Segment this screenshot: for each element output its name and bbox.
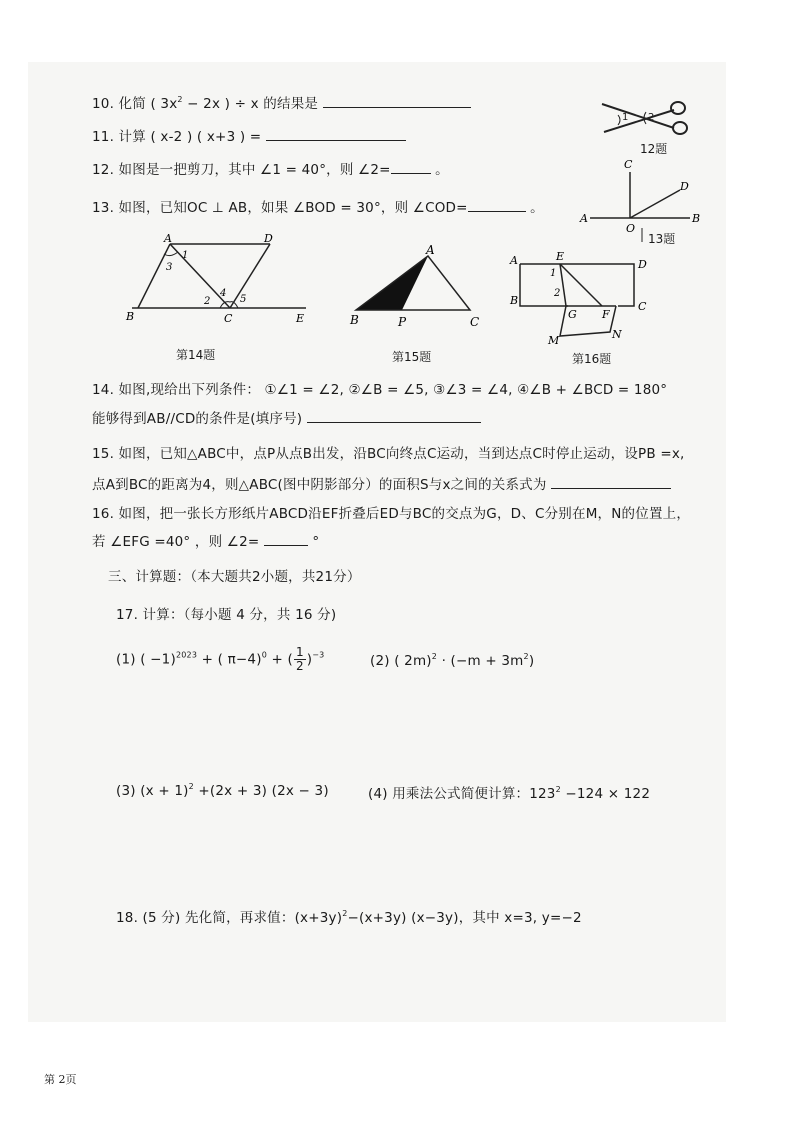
question-14-line-1 [92, 378, 667, 398]
question-17-part-3 [116, 782, 329, 799]
fig16-label-g: G [568, 308, 577, 321]
q14-text-2: 能够得到AB//CD的条件是(填序号) [92, 411, 303, 427]
fig15-label-b: B [350, 313, 359, 327]
question-17-part-4 [368, 782, 650, 802]
fig14-label-2: 2 [204, 296, 211, 307]
fig16-label-2: 2 [554, 288, 561, 299]
q17-title: 17. 计算：（每小题 4 分，共 16 分) [116, 607, 337, 623]
fig13-label-b: B [692, 212, 701, 225]
figure-14-parallel-lines [120, 230, 316, 330]
fig16-label-c: C [638, 300, 647, 313]
fig16-label-e: E [556, 250, 565, 263]
q16-answer-blank[interactable] [264, 544, 308, 546]
q17-3-base: (3) (x + 1) [116, 783, 189, 799]
page-number: 第 2页 [44, 1073, 77, 1086]
fig14-label-b: B [126, 310, 135, 323]
q14-text-1: 14. 如图,现给出下列条件： ①∠1 = ∠2, ②∠B = ∠5, ③∠3 = ∠4, ④∠B + ∠BCD = 180° [92, 382, 668, 398]
figure-13-caption: 13题 [648, 232, 676, 246]
fig14-label-3: 3 [166, 262, 173, 273]
q13-answer-blank[interactable] [468, 210, 526, 212]
q14-answer-blank[interactable] [307, 421, 481, 423]
q17-1-close: ) [306, 651, 313, 668]
question-16-line-2 [92, 530, 319, 550]
fig16-label-b: B [510, 294, 519, 307]
question-18 [116, 906, 582, 926]
question-17-part-1 [116, 646, 324, 673]
fig13-label-d: D [680, 180, 689, 193]
question-16-line-1 [92, 502, 690, 522]
figure-16-folded-rectangle [506, 248, 656, 348]
q11-text: 11. 计算 ( x-2 ) ( x+3 ) = [92, 129, 262, 145]
question-15-line-1 [92, 442, 685, 462]
q15-text-1: 15. 如图，已知△ABC中，点P从点B出发，沿BC向终点C运动，当到达点C时停止运动，设PB =x, [92, 446, 685, 462]
question-10 [92, 92, 471, 112]
q17-2-exp: 2 [431, 652, 438, 661]
fig14-label-c: C [224, 312, 233, 325]
section-3-title: 三、计算题：（本大题共2小题，共21分） [108, 569, 361, 585]
figure-15-caption: 第15题 [392, 350, 432, 364]
q12-answer-blank[interactable] [391, 172, 431, 174]
q17-3-term: +(2x + 3) (2x − 3) [193, 783, 329, 799]
fig14-label-5: 5 [240, 294, 247, 305]
figure-12-caption: 12题 [640, 142, 668, 156]
q18-exp: 2 [342, 909, 348, 918]
q17-1-exp-2: 0 [261, 650, 267, 660]
scissors-angle-1-label: 1 [622, 112, 629, 123]
q16-unit: ° [312, 534, 320, 550]
q17-2-base: (2) ( 2m) [370, 653, 432, 669]
q16-text-2: 若 ∠EFG =40° ，则 ∠2= [92, 534, 260, 550]
question-17-heading [116, 603, 336, 623]
figure-15-triangle [346, 244, 486, 334]
fig13-label-o: O [626, 222, 636, 235]
fraction-numerator: 1 [295, 645, 304, 659]
fraction-denominator: 2 [295, 659, 304, 673]
q16-text-1: 16. 如图，把一张长方形纸片ABCD沿EF折叠后ED与BC的交点为G，D、C分别在M，N的位置上， [92, 506, 691, 522]
q17-1-term-2: + ( π−4) [197, 651, 262, 668]
fig15-label-p: P [398, 315, 407, 329]
figure-12-scissors [598, 98, 694, 142]
q17-4-exp: 2 [555, 785, 561, 794]
q12-text: 12. 如图是一把剪刀，其中 ∠1 = 40°，则 ∠2= [92, 162, 391, 178]
q17-1-exp-1: 2023 [175, 650, 198, 660]
fig16-label-1: 1 [550, 268, 557, 279]
q17-1-exp-3: −3 [312, 650, 325, 660]
q15-text-2: 点A到BC的距离为4，则△ABC(图中阴影部分）的面积S与x之间的关系式为 [92, 477, 547, 493]
q17-2-term: · (−m + 3m [437, 653, 524, 669]
fig13-label-a: A [580, 212, 588, 225]
fig14-label-a: A [164, 232, 172, 245]
q18-rest: −(x+3y) (x−3y)，其中 x=3, y=−2 [347, 910, 582, 926]
fig15-label-a: A [426, 244, 435, 257]
fig15-label-c: C [470, 315, 480, 329]
q15-answer-blank[interactable] [551, 487, 671, 489]
q10-rest: − 2x ) ÷ x 的结果是 [182, 96, 319, 112]
question-11 [92, 125, 406, 145]
fig13-label-c: C [624, 158, 633, 171]
q11-answer-blank[interactable] [266, 139, 406, 141]
q10-exponent: 2 [177, 95, 183, 104]
fig16-label-a: A [510, 254, 518, 267]
figure-16-caption: 第16题 [572, 352, 612, 366]
q10-answer-blank[interactable] [323, 106, 471, 108]
q12-unit: 。 [435, 162, 449, 178]
fig16-label-n: N [612, 328, 622, 341]
q18-text: 18. (5 分) 先化简，再求值：(x+3y) [116, 910, 343, 926]
fig14-label-d: D [264, 232, 273, 245]
question-17-part-2 [370, 652, 534, 669]
question-13 [92, 196, 544, 216]
fig16-label-d: D [638, 258, 647, 271]
q17-4-term: −124 × 122 [560, 786, 651, 802]
fig16-label-f: F [602, 308, 610, 321]
question-14-line-2 [92, 407, 481, 427]
figure-14-caption: 第14题 [176, 348, 216, 362]
q17-2-close: ) [528, 653, 535, 669]
q17-1-term-3: + ( [266, 651, 293, 668]
fig14-label-4: 4 [220, 288, 227, 299]
scissors-angle-2-label: 2 [648, 112, 655, 123]
question-15-line-2 [92, 473, 671, 493]
q13-text: 13. 如图，已知OC ⊥ AB，如果 ∠BOD = 30°，则 ∠COD= [92, 200, 468, 216]
fig16-label-m: M [548, 334, 560, 347]
q17-1-base: (1) ( −1) [116, 651, 176, 668]
q17-2-exp-2: 2 [523, 652, 529, 661]
fig14-label-1: 1 [182, 250, 189, 261]
section-3-heading [108, 565, 361, 585]
q17-4-text: (4) 用乘法公式简便计算：123 [368, 786, 556, 802]
q17-3-exp: 2 [188, 782, 194, 791]
q10-text: 10. 化简 ( 3x [92, 96, 178, 112]
fig14-label-e: E [296, 312, 305, 325]
figure-13-angles [576, 158, 706, 248]
question-12 [92, 158, 449, 178]
q17-1-fraction [294, 646, 306, 673]
q13-unit: 。 [530, 200, 544, 216]
